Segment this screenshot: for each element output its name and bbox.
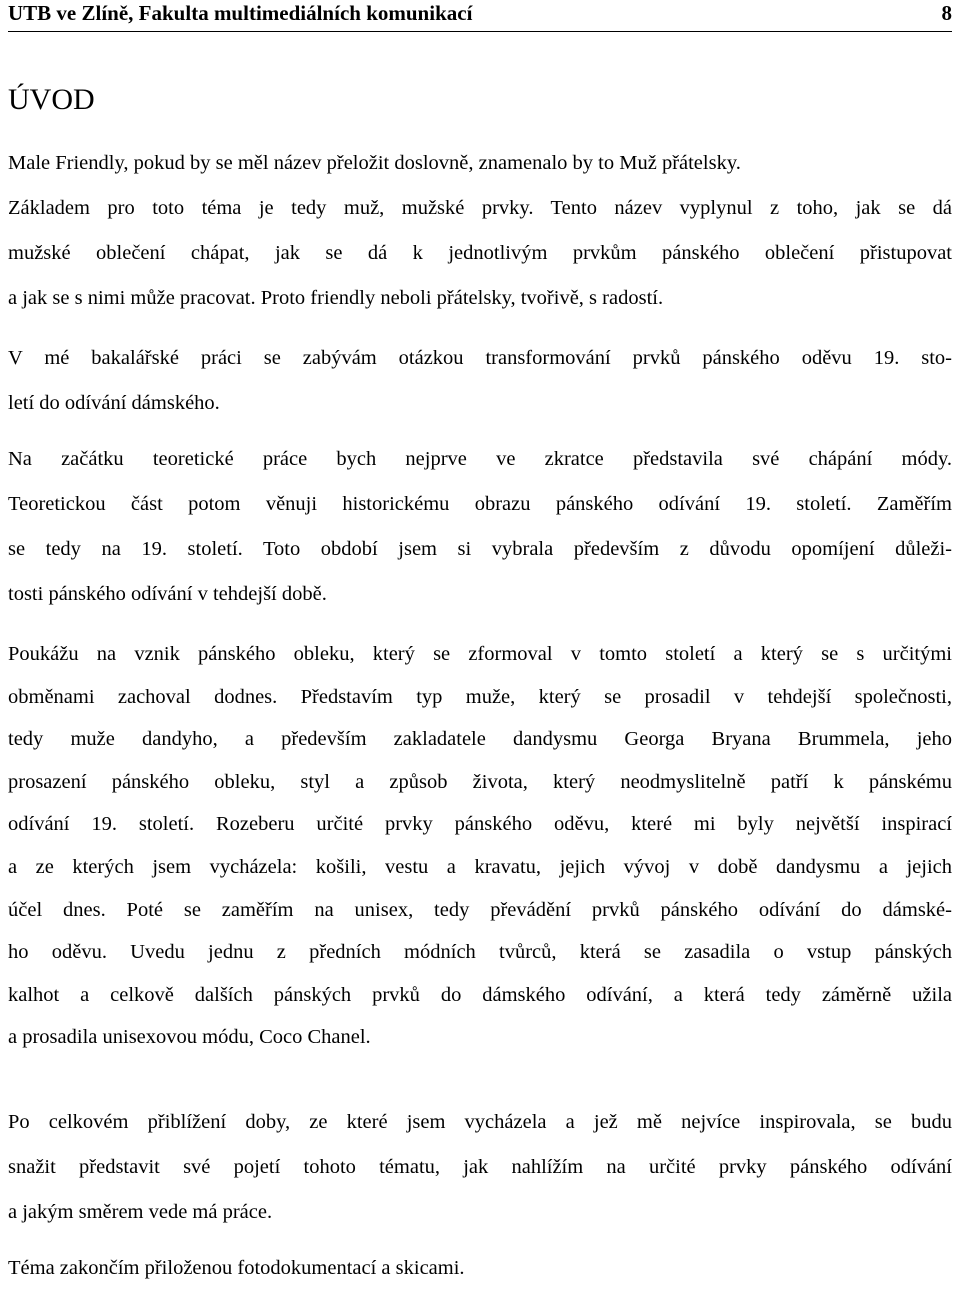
text-line: obměnami zachoval dodnes. Představím typ muže, který se prosadil v tehdejší společnosti, — [8, 685, 952, 708]
paragraph-5 — [8, 1100, 952, 1235]
text-line: tedy muže dandyho, a především zakladatele dandysmu Georga Bryana Brummela, jeho — [8, 728, 952, 751]
text-line: účel dnes. Poté se zaměřím na unisex, tedy převádění prvků pánského odívání do dámské- — [8, 898, 952, 921]
text-line: Teoretickou část potom věnuji historickému obrazu pánského odívání 19. století. Zaměřím — [8, 493, 952, 515]
text-line: Poukážu na vznik pánského obleku, který se zformoval v tomto století a který se s určitými — [8, 643, 952, 665]
paragraph-3 — [8, 437, 952, 617]
text-line: tosti pánského odívání v tehdejší době. — [8, 583, 327, 605]
text-line: a ze kterých jsem vycházela: košili, vestu a kravatu, jejich vývoj v době dandysmu a jejich — [8, 855, 952, 878]
text-line: ho oděvu. Uvedu jednu z předních módních tvůrců, která se zasadila o vstup pánských — [8, 941, 952, 964]
text-line: a jak se s nimi může pracovat. Proto friendly neboli přátelsky, tvořivě, s radostí. — [8, 287, 664, 309]
text-line: Na začátku teoretické práce bych nejprve ve zkratce představila své chápání módy. — [8, 448, 952, 470]
header-title: UTB ve Zlíně, Fakulta multimediálních komunikací — [8, 1, 473, 25]
text-line: Po celkovém přiblížení doby, ze které jsem vycházela a jež mě nejvíce inspirovala, se budu — [8, 1111, 952, 1133]
text-line: mužské oblečení chápat, jak se dá k jednotlivým prvkům pánského oblečení přistupovat — [8, 242, 952, 264]
text-line: V mé bakalářské práci se zabývám otázkou transformování prvků pánského oděvu 19. sto- — [8, 347, 952, 369]
text-line: odívání 19. století. Rozeberu určité prvky pánského oděvu, které mi byly největší inspirací — [8, 813, 952, 836]
page-header — [8, 0, 952, 32]
text-line: letí do odívání dámského. — [8, 392, 220, 414]
text-line: a jakým směrem vede má práce. — [8, 1201, 273, 1223]
section-heading: ÚVOD — [8, 83, 95, 116]
text-line: prosazení pánského obleku, styl a způsob života, který neodmyslitelně patří k pánskému — [8, 770, 952, 793]
paragraph-6 — [8, 1246, 952, 1291]
text-line: kalhot a celkově dalších pánských prvků do dámského odívání, a která tedy záměrně užila — [8, 983, 952, 1006]
text-line: Male Friendly, pokud by se měl název přeložit doslovně, znamenalo by to Muž přátelsky. — [8, 152, 741, 174]
text-line: Základem pro toto téma je tedy muž, mužské prvky. Tento název vyplynul z toho, jak se dá — [8, 197, 952, 219]
page-number: 8 — [941, 1, 952, 25]
text-line: a prosadila unisexovou módu, Coco Chanel. — [8, 1026, 371, 1049]
paragraph-4 — [8, 633, 952, 1059]
paragraph-1 — [8, 141, 952, 321]
paragraph-2 — [8, 336, 952, 426]
text-line: snažit představit své pojetí tohoto tématu, jak nahlížím na určité prvky pánského odívání — [8, 1156, 952, 1178]
text-line: se tedy na 19. století. Toto období jsem si vybrala především z důvodu opomíjení důleži- — [8, 538, 952, 560]
text-line: Téma zakončím přiloženou fotodokumentací a skicami. — [8, 1257, 465, 1279]
